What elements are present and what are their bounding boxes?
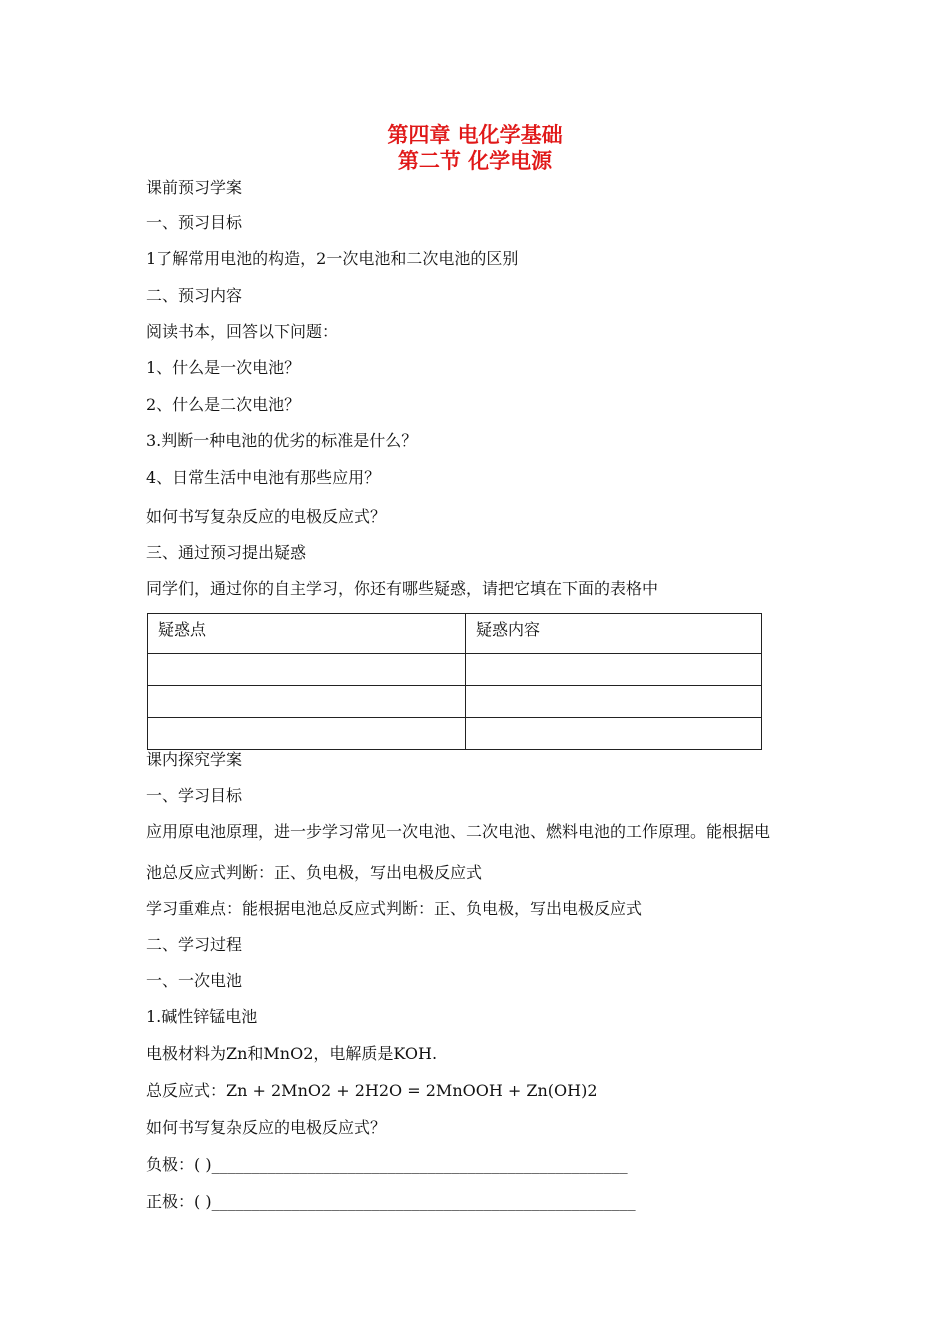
- primary-battery-title: 一、一次电池: [146, 971, 243, 990]
- table-cell[interactable]: [466, 686, 762, 718]
- preview-content-title: 二、预习内容: [146, 286, 243, 305]
- positive-electrode-line: 正极：( )_____________________________________________________: [146, 1192, 636, 1211]
- process-title: 二、学习过程: [146, 935, 243, 954]
- inclass-goal-text-2: 池总反应式判断：正、负电极，写出电极反应式: [146, 863, 483, 882]
- key-points: 学习重难点：能根据电池总反应式判断：正、负电极，写出电极反应式: [146, 899, 643, 918]
- battery-title: 1.碱性锌锰电池: [146, 1007, 258, 1026]
- table-row: [148, 718, 762, 750]
- inclass-heading: 课内探究学案: [146, 750, 243, 769]
- table-cell[interactable]: [466, 718, 762, 750]
- inclass-goal-title: 一、学习目标: [146, 786, 243, 805]
- table-cell[interactable]: [466, 654, 762, 686]
- doubt-title: 三、通过预习提出疑惑: [146, 543, 307, 562]
- preview-instruction: 阅读书本，回答以下问题：: [146, 322, 339, 341]
- preview-goal-title: 一、预习目标: [146, 213, 243, 232]
- total-reaction: 总反应式：Zn + 2MnO2 + 2H2O = 2MnOOH + Zn(OH)2: [146, 1081, 598, 1100]
- table-row: [148, 654, 762, 686]
- inclass-goal-text-1: 应用原电池原理，进一步学习常见一次电池、二次电池、燃料电池的工作原理。能根据电: [146, 822, 771, 841]
- table-cell[interactable]: [148, 654, 466, 686]
- question-2: 2、什么是二次电池？: [146, 395, 301, 414]
- table-cell[interactable]: [148, 718, 466, 750]
- preview-heading: 课前预习学案: [146, 178, 243, 197]
- question-4: 4、日常生活中电池有那些应用？: [146, 468, 381, 487]
- table-header-doubt-point: 疑惑点: [148, 614, 466, 654]
- doubt-table: [147, 613, 762, 750]
- section-title: 第二节 化学电源: [397, 149, 553, 173]
- question-5: 如何书写复杂反应的电极反应式？: [146, 507, 387, 526]
- preview-goal-text: 1了解常用电池的构造，2一次电池和二次电池的区别: [146, 249, 519, 268]
- table-row: [148, 686, 762, 718]
- table-cell[interactable]: [148, 686, 466, 718]
- table-header-doubt-content: 疑惑内容: [466, 614, 762, 654]
- question-1: 1、什么是一次电池？: [146, 358, 301, 377]
- electrode-question: 如何书写复杂反应的电极反应式？: [146, 1118, 387, 1137]
- doubt-text: 同学们，通过你的自主学习，你还有哪些疑惑，请把它填在下面的表格中: [146, 579, 659, 598]
- chapter-title: 第四章 电化学基础: [387, 123, 563, 147]
- question-3: 3.判断一种电池的优劣的标准是什么？: [146, 431, 418, 450]
- electrode-material: 电极材料为Zn和MnO2，电解质是KOH.: [146, 1044, 438, 1063]
- table-header-row: [148, 614, 762, 654]
- negative-electrode-line: 负极：( )____________________________________________________: [146, 1155, 628, 1174]
